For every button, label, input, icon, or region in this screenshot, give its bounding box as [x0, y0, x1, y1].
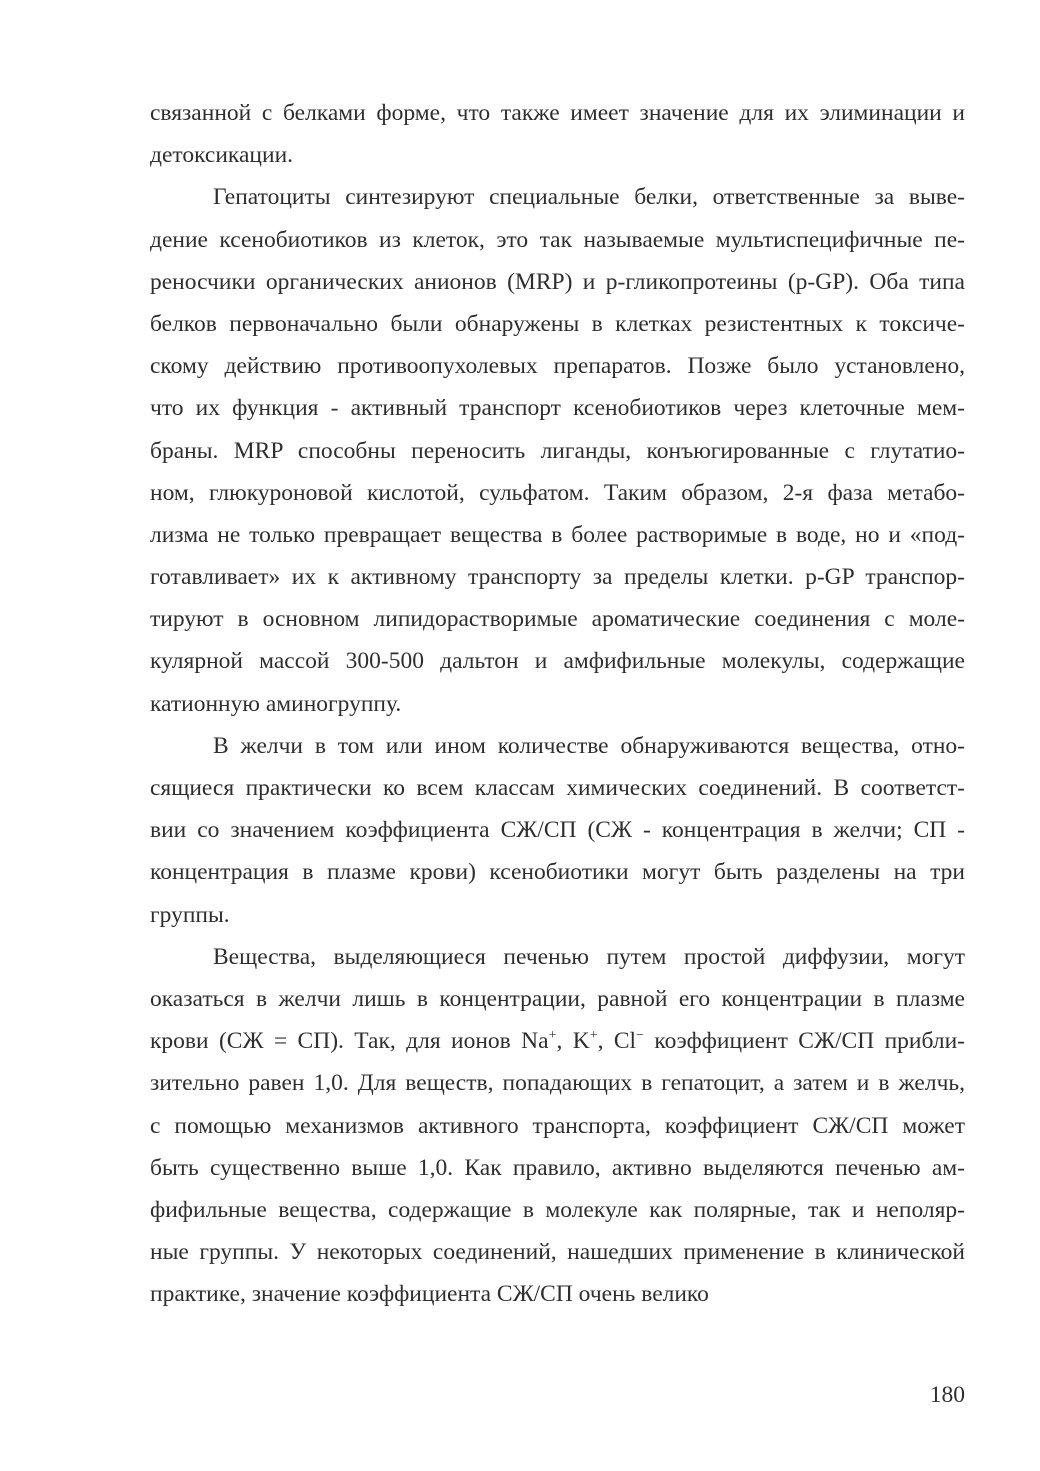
text-line: кулярной массой 300-500 дальтон и амфифильные молекулы, содержащие — [150, 648, 965, 675]
text-line: реносчики органических анионов (MRP) и p-гликопротеины (p-GP). Оба типа — [150, 268, 965, 295]
text-line: что их функция - активный транспорт ксенобиотиков через клеточные мем- — [150, 395, 965, 422]
text-line: ные группы. У некоторых соединений, нашедших применение в клинической — [150, 1239, 965, 1266]
paragraph — [150, 936, 965, 1316]
text-body — [150, 92, 965, 1315]
text-line: лизма не только превращает вещества в более растворимые в воде, но и «под- — [150, 521, 965, 548]
text-line: связанной с белками форме, что также имеет значение для их элиминации и — [150, 100, 965, 126]
text-segment: , K — [556, 1028, 590, 1055]
paragraph — [150, 725, 965, 936]
text-line: оказаться в желчи лишь в концентрации, равной его концентрации в плазме — [150, 985, 965, 1012]
text-line: фифильные вещества, содержащие в молекуле как полярные, так и неполяр- — [150, 1196, 965, 1223]
text-segment: , Cl — [597, 1028, 637, 1055]
text-line: дение ксенобиотиков из клеток, это так называемые мультиспецифичные пе- — [150, 226, 965, 253]
text-line: с помощью механизмов активного транспорта, коэффициент СЖ/СП может — [150, 1112, 965, 1139]
page-number: 180 — [929, 1382, 965, 1408]
text-line: браны. MRP способны переносить лиганды, конъюгированные с глутатио- — [150, 437, 965, 464]
ion-charge-superscript: + — [548, 1028, 557, 1044]
text-line: детоксикации. — [150, 142, 294, 169]
text-line: вии со значением коэффициента СЖ/СП (СЖ - концентрация в желчи; СП - — [150, 817, 965, 844]
text-line: В желчи в том или ином количестве обнаруживаются вещества, отно- — [213, 732, 965, 759]
text-line: группы. — [150, 901, 230, 928]
text-line: Вещества, выделяющиеся печенью путем простой диффузии, могут — [213, 943, 965, 970]
text-segment: коэффициент СЖ/СП прибли- — [643, 1028, 965, 1055]
text-line: сящиеся практически ко всем классам химических соединений. В соответст- — [150, 775, 965, 801]
text-line: катионную аминогруппу. — [150, 690, 402, 717]
text-line: практике, значение коэффициента СЖ/СП очень велико — [150, 1281, 709, 1308]
paragraph — [150, 92, 965, 176]
text-line: концентрация в плазме крови) ксенобиотики могут быть разделены на три — [150, 859, 965, 886]
text-line: тируют в основном липидорастворимые ароматические соединения с моле- — [150, 606, 965, 633]
text-line: Гепатоциты синтезируют специальные белки, ответственные за выве- — [213, 184, 965, 211]
ion-charge-superscript: + — [589, 1028, 598, 1044]
text-line — [150, 1020, 965, 1062]
text-line: готавливает» их к активному транспорту за пределы клетки. p-GP транспор- — [150, 564, 965, 591]
text-line: зительно равен 1,0. Для веществ, попадающих в гепатоцит, а затем и в желчь, — [150, 1070, 965, 1097]
text-line: ном, глюкуроновой кислотой, сульфатом. Таким образом, 2-я фаза метабо- — [150, 479, 965, 506]
text-line: быть существенно выше 1,0. Как правило, активно выделяются печенью ам- — [150, 1154, 965, 1181]
text-segment: крови (СЖ = СП). Так, для ионов Na — [150, 1028, 549, 1055]
text-line: белков первоначально были обнаружены в клетках резистентных к токсиче- — [150, 310, 965, 337]
ion-charge-superscript: − — [636, 1028, 644, 1044]
text-line: скому действию противоопухолевых препаратов. Позже было установлено, — [150, 353, 965, 380]
paragraph — [150, 176, 965, 724]
